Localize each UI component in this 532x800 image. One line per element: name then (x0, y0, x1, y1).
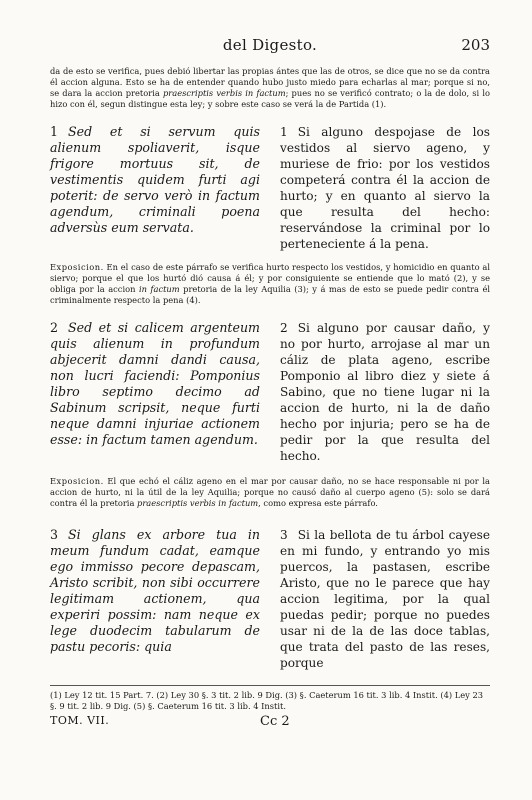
section-number: 3 (50, 527, 59, 542)
exposicion-2: Exposicion. El que echó el cáliz ageno en el mar por causar daño, no se hace responsable ni por la accion de hurto, ni la útil de la ley Aquilia; porque no causó daño al cuerpo ageno (5): solo se dará contra él la pretoria praescriptis verbis in factum, como expresa este párrafo. (50, 476, 490, 508)
spanish-text-1: 1 Si alguno despojase de los vestidos al siervo ageno, y muriese de frio: por los vestidos competerá contra él la accion de hurto; y en quanto al siervo la que resulta del hecho: reservándose la criminal por lo perteneciente á la pena. (280, 125, 490, 251)
exposicion-label: Exposicion. (50, 262, 104, 272)
footnotes: (1) Ley 12 tit. 15 Part. 7. (2) Ley 30 §. 3 tit. 2 lib. 9 Dig. (3) §. Caeterum 16 tit. 3 lib. 4 Instit. (4) Ley 23 §. 9 tit. 2 lib. 9 Dig. (5) §. Caeterum 16 tit. 3 lib. 4 Instit. (50, 690, 484, 711)
section-2 (50, 320, 490, 464)
page-footer (50, 714, 490, 728)
section-3 (50, 527, 490, 671)
section-number: 1 (50, 124, 59, 139)
latin-text-3: 3 Si glans ex arbore tua in meum fundum cadat, eamque ego immisso pecore depascam, Aristo scribit, non sibi occurrere legitimam actionem, qua experiri possim: nam neque ex lege duodecim tabularum de pastu pecoris: quia (50, 527, 260, 654)
signature-mark: Cc 2 (260, 714, 290, 729)
running-title: del Digesto. (222, 36, 318, 54)
running-header (50, 36, 490, 58)
section-number: 2 (50, 320, 59, 335)
section-number: 2 (280, 321, 288, 335)
exposicion-label: Exposicion. (50, 476, 104, 486)
spanish-text-2: 2 Si alguno por causar daño, y no por hurto, arrojase al mar un cáliz de plata ageno, escribe Pomponio al libro diez y siete á Sabino, que no tiene lugar ni la accion de hurto, ni la de daño hecho por injuria; pero se ha de pedir por la que resulta del hecho. (280, 321, 490, 463)
footnote-divider (50, 685, 490, 686)
tome-label: TOM. VII. (50, 714, 110, 727)
spanish-text-3: 3 Si la bellota de tu árbol cayese en mi fundo, y entrando yo mis puercos, la pastasen, escribe Aristo, que no le parece que hay accion legitima, por la qual puedas pedir; porque no puedes usar ni de la de las doce tablas, que trata del pasto de las reses, porque (280, 528, 490, 670)
latin-text-1: 1 Sed et si servum quis alienum spoliaverit, isque frigore mortuus sit, de vestimentis quidem furti agi poterit: de servo verò in factum agendum, criminali poena adversùs eum servata. (50, 124, 260, 235)
exposicion-1: Exposicion. En el caso de este párrafo se verifica hurto respecto los vestidos, y homicidio en quanto al siervo; porque el que los hurtó dió causa á él; y por consiguiente se entiende que lo mató (2), y se obliga por la accion in factum pretoria de la ley Aquilia (3); y á mas de esto se puede pedir contra él criminalmente respecto la pena (4). (50, 262, 491, 305)
latin-text-2: 2 Sed et si calicem argenteum quis alienum in profundum abjecerit damni dandi causa, non lucri faciendi: Pomponius libro septimo decimo ad Sabinum scripsit, neque furti neque damni injuriae actionem esse: in factum tamen agendum. (50, 320, 260, 447)
section-number: 1 (280, 125, 288, 139)
section-1 (50, 124, 490, 252)
page-number: 203 (461, 36, 490, 54)
book-page (50, 36, 490, 728)
intro-paragraph: da de esto se verifica, pues debió libertar las propias ántes que las de otros, se dice que no se da contra él accion alguna. Esto se ha de entender quando hubo justo miedo para echarlas al mar; porque si no, se dara la accion pretoria praescriptis verbis in factum; pues no se verificó contrato; o la de dolo, si lo hizo con él, segun distingue esta ley; y sobre este caso se verá la de Partida (1). (50, 66, 490, 109)
section-number: 3 (280, 528, 288, 542)
